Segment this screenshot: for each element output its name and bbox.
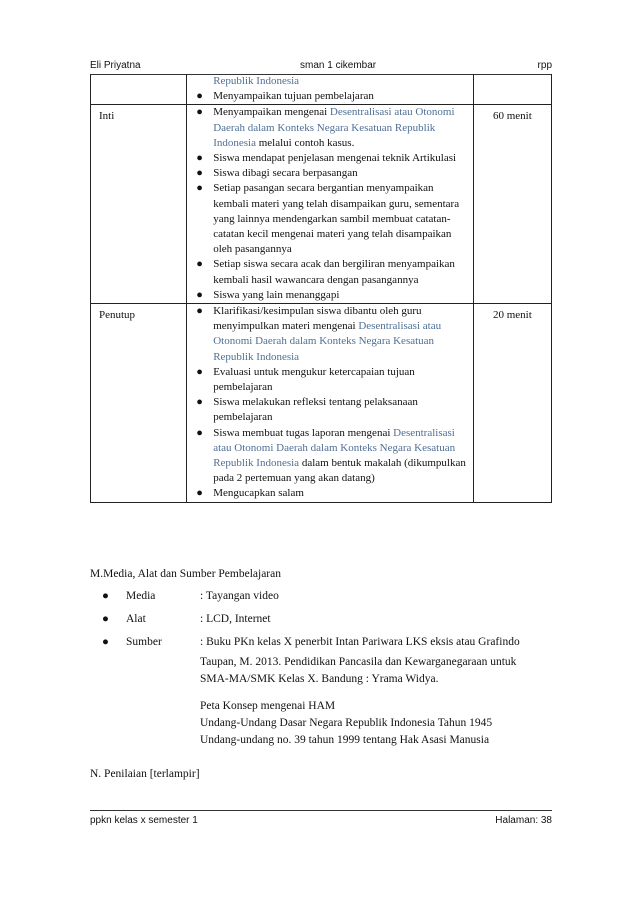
header-school: sman 1 cikembar bbox=[300, 60, 377, 71]
activity-text-segment: Setiap siswa secara acak dan bergiliran menyampaikan kembali hasil wawancara dengan pasangannya bbox=[213, 258, 455, 286]
header-doc-type: rpp bbox=[537, 60, 552, 71]
reference-line: Undang-undang no. 39 tahun 1999 tentang Hak Asasi Manusia bbox=[200, 734, 490, 746]
media-items bbox=[100, 590, 570, 659]
activity-item bbox=[187, 105, 473, 151]
reference-line: Undang-Undang Dasar Negara Republik Indonesia Tahun 1945 bbox=[200, 717, 493, 729]
activity-text-segment: melalui contoh kasus. bbox=[255, 136, 355, 149]
activity-item bbox=[187, 288, 473, 303]
activity-text-segment: Siswa mendapat penjelasan mengenai teknik Artikulasi bbox=[213, 152, 457, 165]
media-section-title: M.Media, Alat dan Sumber Pembelajaran bbox=[90, 568, 281, 580]
bullet-icon: ● bbox=[196, 182, 203, 195]
activity-list bbox=[187, 89, 473, 104]
bullet-icon: ● bbox=[196, 305, 203, 318]
activity-item bbox=[187, 89, 473, 104]
bullet-icon: ● bbox=[196, 426, 203, 439]
phase-cell bbox=[91, 304, 187, 503]
phase-label-penutup: Penutup bbox=[99, 309, 136, 322]
activity-item bbox=[187, 181, 473, 257]
header-author: Eli Priyatna bbox=[90, 60, 141, 71]
activity-item bbox=[187, 151, 473, 166]
media-item-label: Alat bbox=[126, 613, 146, 625]
activity-text-segment: dalam bentuk makalah (dikumpulkan pada 2 pertemuan yang akan datang) bbox=[213, 457, 466, 485]
bullet-icon: ● bbox=[102, 613, 109, 625]
phase-cell-empty bbox=[91, 74, 187, 105]
bullet-icon: ● bbox=[196, 106, 203, 119]
reference-line: Taupan, M. 2013. Pendidikan Pancasila dan Kewarganegaraan untuk bbox=[200, 656, 517, 668]
bullet-icon: ● bbox=[196, 365, 203, 378]
reference-line: Peta Konsep mengenai HAM bbox=[200, 700, 336, 712]
activity-text-segment: Desentralisasi atau Otonomi Daerah dalam Konteks Negara Kesatuan Republik Indonesia bbox=[213, 106, 455, 149]
activity-item bbox=[187, 365, 473, 395]
sumber-reference-block bbox=[200, 654, 580, 688]
bullet-icon: ● bbox=[196, 258, 203, 271]
activity-text-segment: Klarifikasi/kesimpulan siswa dibantu oleh guru menyimpulkan materi mengenai bbox=[213, 305, 422, 333]
duration-inti: 60 menit bbox=[492, 110, 532, 123]
activity-list bbox=[187, 304, 473, 502]
duration-cell bbox=[473, 105, 551, 304]
bullet-icon: ● bbox=[102, 590, 109, 602]
activity-text-segment: Evaluasi untuk mengukur ketercapaian tujuan pembelajaran bbox=[213, 365, 415, 394]
lesson-activity-table bbox=[90, 74, 552, 503]
bullet-icon: ● bbox=[102, 636, 109, 648]
activity-item bbox=[187, 395, 473, 425]
media-item bbox=[100, 590, 570, 613]
activity-text-segment: Menyampaikan mengenai bbox=[213, 106, 330, 119]
bullet-icon: ● bbox=[196, 396, 203, 409]
table-row-penutup bbox=[91, 304, 552, 503]
bullet-icon: ● bbox=[196, 167, 203, 180]
media-item-label: Media bbox=[126, 590, 156, 602]
duration-cell bbox=[473, 304, 551, 503]
bullet-icon: ● bbox=[196, 487, 203, 500]
phase-cell bbox=[91, 105, 187, 304]
activity-text-segment: Desentralisasi atau Otonomi Daerah dalam Konteks Negara Kesatuan Republik Indonesia bbox=[213, 426, 456, 470]
duration-penutup: 20 menit bbox=[492, 309, 532, 322]
activity-text-segment: Siswa dibagi secara berpasangan bbox=[213, 167, 358, 180]
activity-text-segment: Desentralisasi atau Otonomi Daerah dalam Konteks Negara Kesatuan Republik Indonesia bbox=[213, 320, 442, 363]
bullet-icon: ● bbox=[196, 90, 203, 103]
table-row-inti bbox=[91, 105, 552, 304]
activity-text-segment: Siswa yang lain menanggapi bbox=[213, 288, 340, 301]
activity-item bbox=[187, 426, 473, 487]
media-item bbox=[100, 613, 570, 636]
activity-cell bbox=[187, 105, 474, 304]
activity-text-segment: Siswa membuat tugas laporan mengenai bbox=[213, 426, 394, 439]
activity-cell bbox=[187, 304, 474, 503]
activity-item bbox=[187, 304, 473, 365]
duration-cell-empty bbox=[473, 74, 551, 105]
media-item-value: : LCD, Internet bbox=[200, 613, 271, 625]
media-item-value: : Tayangan video bbox=[200, 590, 279, 602]
table-row-continued bbox=[91, 74, 552, 105]
footer-rule bbox=[90, 810, 552, 811]
activity-list bbox=[187, 105, 473, 303]
phase-label-inti: Inti bbox=[99, 110, 115, 123]
bullet-icon: ● bbox=[196, 152, 203, 165]
bullet-icon: ● bbox=[196, 288, 203, 301]
footer-page-number: Halaman: 38 bbox=[495, 815, 552, 826]
activity-text-segment: Mengucapkan salam bbox=[213, 487, 304, 500]
activity-text-segment: Setiap pasangan secara bergantian menyampaikan kembali materi yang telah disampaikan guru, sementara yang lainnya mendengarkan sambil membuat catatan-catatan kecil mengenai materi yang telah disampaikan oleh pasangannya bbox=[213, 182, 460, 256]
activity-text-segment: Siswa melakukan refleksi tentang pelaksanaan pembelajaran bbox=[213, 396, 418, 424]
activity-cell-continued bbox=[187, 74, 474, 105]
penilaian-section-title: N. Penilaian [terlampir] bbox=[90, 768, 200, 780]
continuation-text: Republik Indonesia bbox=[213, 75, 300, 87]
media-item-label: Sumber bbox=[126, 636, 162, 648]
page-header bbox=[90, 60, 552, 74]
reference-line: SMA-MA/SMK Kelas X. Bandung : Yrama Widya. bbox=[200, 673, 439, 685]
activity-item bbox=[187, 166, 473, 181]
footer-course: ppkn kelas x semester 1 bbox=[90, 815, 198, 826]
activity-text: Menyampaikan tujuan pembelajaran bbox=[213, 90, 374, 103]
sumber-reference-block bbox=[200, 698, 580, 749]
media-item-value: : Buku PKn kelas X penerbit Intan Pariwara LKS eksis atau Grafindo bbox=[200, 636, 520, 648]
activity-item bbox=[187, 257, 473, 287]
activity-item bbox=[187, 486, 473, 501]
